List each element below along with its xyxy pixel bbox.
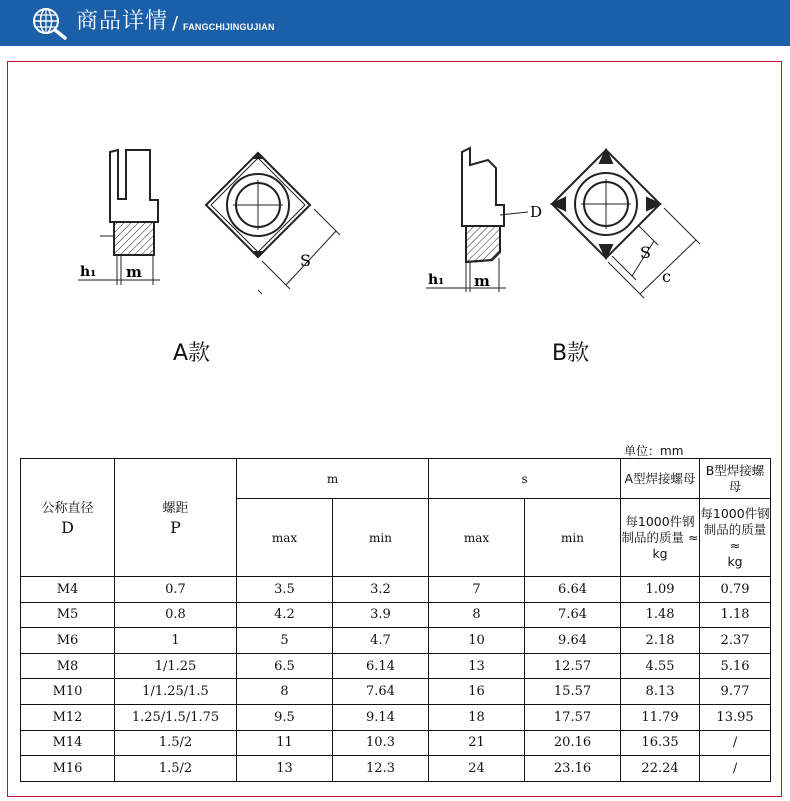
table-cell: M6 (21, 628, 115, 654)
header-s-min: min (525, 499, 621, 577)
table-cell: 9.64 (525, 628, 621, 654)
table-cell: 9.5 (237, 704, 333, 730)
table-cell: 12.3 (333, 756, 429, 782)
table-cell: 13.95 (700, 704, 771, 730)
table-cell: M16 (21, 756, 115, 782)
header-nominal-diameter: 公称直径 D (21, 459, 115, 577)
b-m-label: m (474, 272, 490, 290)
spec-table (20, 458, 771, 782)
page-subtitle: FANGCHIJINGUJIAN (183, 22, 275, 32)
b-h1-label: h₁ (428, 272, 445, 288)
table-cell: 11 (237, 730, 333, 756)
table-cell: 1/1.25/1.5 (115, 679, 237, 705)
table-cell: 10 (429, 628, 525, 654)
table-row (21, 704, 771, 730)
table-cell: 24 (429, 756, 525, 782)
b-s-label: S (640, 243, 651, 262)
table-cell: 2.18 (621, 628, 700, 654)
table-cell: 8.13 (621, 679, 700, 705)
table-cell: 1.18 (700, 602, 771, 628)
table-cell: 6.64 (525, 577, 621, 603)
table-row (21, 679, 771, 705)
b-side-view (426, 148, 528, 292)
title-separator: / (172, 13, 179, 34)
table-cell: 6.5 (237, 653, 333, 679)
table-cell: 1 (115, 628, 237, 654)
a-h1-label: h₁ (80, 264, 97, 280)
b-top-view (552, 150, 700, 298)
table-cell: 7.64 (525, 602, 621, 628)
table-cell: 8 (429, 602, 525, 628)
table-row (21, 602, 771, 628)
table-cell: 11.79 (621, 704, 700, 730)
header-a-mass: 每1000件钢制品的质量 ≈ kg (621, 499, 700, 577)
table-cell: 3.5 (237, 577, 333, 603)
a-s-label: S (300, 251, 311, 270)
table-cell: 10.3 (333, 730, 429, 756)
table-row (21, 756, 771, 782)
table-cell: 21 (429, 730, 525, 756)
table-cell: 5.16 (700, 653, 771, 679)
table-cell: 9.77 (700, 679, 771, 705)
table-cell: 1.5/2 (115, 756, 237, 782)
table-cell: 4.7 (333, 628, 429, 654)
table-cell: 0.7 (115, 577, 237, 603)
header-m-min: min (333, 499, 429, 577)
table-cell: 4.2 (237, 602, 333, 628)
header-s: s (429, 459, 621, 499)
table-cell: 2.37 (700, 628, 771, 654)
table-row (21, 628, 771, 654)
table-cell: 13 (429, 653, 525, 679)
a-m-label: m (126, 263, 142, 281)
table-cell: 3.9 (333, 602, 429, 628)
header-pitch: 螺距 P (115, 459, 237, 577)
header-a-type: A型焊接螺母 (621, 459, 700, 499)
table-cell: 22.24 (621, 756, 700, 782)
table-cell: / (700, 756, 771, 782)
table-cell: 4.55 (621, 653, 700, 679)
table-cell: 0.79 (700, 577, 771, 603)
table-cell: 5 (237, 628, 333, 654)
table-cell: 12.57 (525, 653, 621, 679)
b-caption: B款 (552, 341, 590, 366)
table-cell: 17.57 (525, 704, 621, 730)
page-title: 商品详情 (76, 9, 169, 34)
table-cell: 16 (429, 679, 525, 705)
table-cell: M4 (21, 577, 115, 603)
table-cell: M12 (21, 704, 115, 730)
spec-table-body (21, 577, 771, 782)
table-cell: 7.64 (333, 679, 429, 705)
table-cell: 23.16 (525, 756, 621, 782)
b-d-label: D (530, 203, 543, 221)
table-cell: 20.16 (525, 730, 621, 756)
table-cell: 0.8 (115, 602, 237, 628)
header-m-max: max (237, 499, 333, 577)
table-cell: 9.14 (333, 704, 429, 730)
table-cell: M10 (21, 679, 115, 705)
table-cell: 16.35 (621, 730, 700, 756)
table-cell: 1.48 (621, 602, 700, 628)
header-s-max: max (429, 499, 525, 577)
table-cell: 1.09 (621, 577, 700, 603)
table-cell: 1/1.25 (115, 653, 237, 679)
a-caption: A款 (173, 341, 211, 366)
header-b-type: B型焊接螺母 (700, 459, 771, 499)
table-cell: 18 (429, 704, 525, 730)
table-row (21, 577, 771, 603)
a-top-view (206, 153, 340, 294)
b-c-label: c (662, 267, 671, 286)
table-cell: M14 (21, 730, 115, 756)
header-m: m (237, 459, 429, 499)
table-row (21, 730, 771, 756)
table-row (21, 653, 771, 679)
table-cell: 7 (429, 577, 525, 603)
table-cell: 15.57 (525, 679, 621, 705)
table-cell: 3.2 (333, 577, 429, 603)
header-b-mass: 每1000件钢制品的质量 ≈ kg (700, 499, 771, 577)
table-cell: / (700, 730, 771, 756)
table-cell: M8 (21, 653, 115, 679)
table-cell: 6.14 (333, 653, 429, 679)
table-cell: 1.25/1.5/1.75 (115, 704, 237, 730)
table-cell: 8 (237, 679, 333, 705)
table-cell: 1.5/2 (115, 730, 237, 756)
table-cell: M5 (21, 602, 115, 628)
table-cell: 13 (237, 756, 333, 782)
unit-label: 单位：mm (624, 444, 684, 458)
